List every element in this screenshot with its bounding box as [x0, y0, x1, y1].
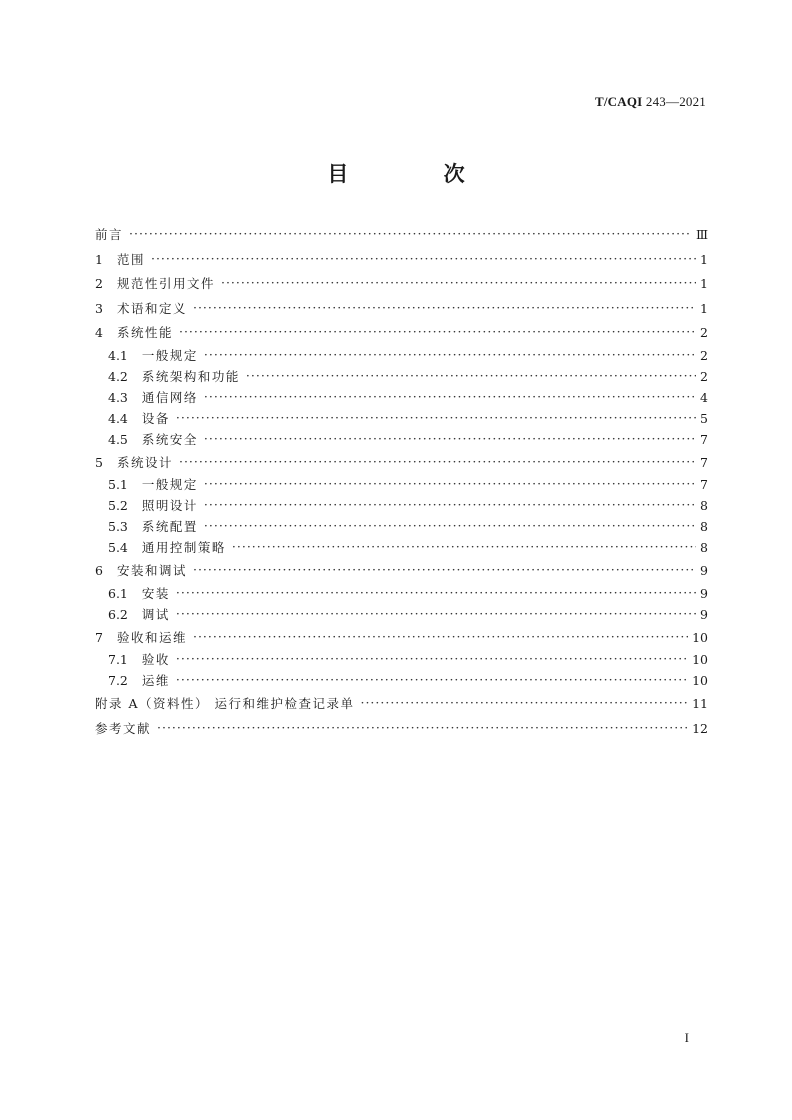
toc-entry[interactable] — [95, 629, 708, 654]
toc-entry-page: 2 — [700, 347, 708, 363]
toc-entry-label: 安装 — [141, 585, 170, 601]
toc-entry[interactable] — [95, 454, 708, 479]
toc-entry-label: 运维 — [141, 673, 170, 688]
toc-entry-page: 2 — [700, 325, 708, 340]
toc-entry-label: 一般规定 — [141, 347, 198, 363]
toc-entry-label: 通用控制策略 — [141, 540, 226, 555]
toc-entry-page: 1 — [700, 276, 708, 291]
toc-entry-page: 7 — [700, 454, 708, 470]
toc-entry-page: 1 — [700, 251, 708, 267]
toc-entry-label: 系统配置 — [141, 519, 198, 534]
toc-dot-leader — [179, 455, 696, 469]
toc-entry-label: 范围 — [116, 251, 145, 267]
toc-entry-label: 设备 — [141, 410, 170, 426]
toc-entry-number: 3 — [95, 300, 103, 316]
toc-entry[interactable] — [95, 349, 708, 370]
toc-dot-leader — [204, 477, 696, 491]
toc-dot-leader — [157, 721, 688, 735]
toc-entry-label: 通信网络 — [141, 389, 198, 405]
toc-entry[interactable] — [95, 541, 708, 562]
toc-entry-label: 照明设计 — [141, 498, 198, 513]
toc-entry[interactable] — [95, 499, 708, 520]
toc-entry[interactable] — [95, 324, 708, 349]
toc-entry[interactable] — [95, 300, 708, 325]
toc-entry-number: 4 — [95, 325, 103, 340]
document-code — [595, 94, 706, 110]
toc-entry-label: 调试 — [141, 606, 170, 622]
toc-entry-number: 7.1 — [108, 652, 128, 667]
toc-entry-number: 4.2 — [108, 368, 128, 384]
toc-dot-leader — [176, 652, 688, 666]
toc-entry[interactable] — [95, 674, 708, 695]
toc-entry-label: 一般规定 — [141, 477, 198, 492]
toc-entry-number: 6 — [95, 563, 103, 578]
toc-dot-leader — [204, 432, 696, 446]
toc-entry-number: 4.4 — [108, 410, 128, 426]
toc-entry[interactable] — [95, 433, 708, 454]
toc-entry-number: 5.1 — [108, 477, 128, 492]
toc-entry-number: 4.3 — [108, 389, 128, 405]
toc-dot-leader — [129, 227, 692, 241]
toc-entry-page: 9 — [700, 563, 708, 578]
toc-dot-leader — [246, 369, 696, 383]
toc-entry-number: 4.1 — [108, 347, 128, 363]
document-code-prefix: T/CAQI — [595, 94, 643, 109]
toc-dot-leader — [193, 630, 688, 644]
toc-dot-leader — [176, 411, 696, 425]
toc-entry-label: 系统设计 — [116, 454, 173, 470]
toc-entry-label: 参考文献 — [95, 720, 152, 736]
toc-dot-leader — [193, 301, 696, 315]
toc-entry-label: 验收 — [141, 652, 170, 667]
toc-entry[interactable] — [95, 478, 708, 499]
toc-entry-page: 9 — [700, 585, 708, 601]
toc-entry-page: 11 — [692, 696, 708, 711]
toc-dot-leader — [204, 498, 696, 512]
toc-entry[interactable] — [95, 412, 708, 433]
toc-entry-number: 5 — [95, 454, 103, 470]
toc-dot-leader — [151, 252, 696, 266]
toc-entry-number: 5.2 — [108, 498, 128, 513]
table-of-contents — [95, 226, 708, 744]
toc-entry[interactable] — [95, 370, 708, 391]
toc-entry-page: 7 — [700, 477, 708, 492]
toc-entry-number: 2 — [95, 276, 103, 291]
toc-entry-label: 系统性能 — [116, 325, 173, 340]
toc-dot-leader — [193, 563, 696, 577]
toc-entry[interactable] — [95, 520, 708, 541]
toc-entry-page: 8 — [700, 540, 708, 555]
toc-entry[interactable] — [95, 226, 708, 251]
toc-entry-number: 4.5 — [108, 431, 128, 447]
toc-entry[interactable] — [95, 695, 708, 720]
toc-entry-number: 1 — [95, 251, 103, 267]
toc-entry-page: 4 — [700, 389, 708, 405]
toc-entry-number: 6.1 — [108, 585, 128, 601]
toc-title: 目 次 — [327, 162, 509, 186]
toc-entry-number: 5.3 — [108, 519, 128, 534]
toc-entry-page: 2 — [700, 368, 708, 384]
toc-dot-leader — [360, 696, 688, 710]
toc-entry[interactable] — [95, 275, 708, 300]
toc-entry-label: 验收和运维 — [116, 629, 187, 645]
toc-entry-label: 安装和调试 — [116, 563, 187, 578]
toc-dot-leader — [176, 673, 688, 687]
toc-dot-leader — [204, 519, 696, 533]
toc-entry-page: Ⅲ — [695, 227, 708, 242]
toc-entry-page: 5 — [700, 410, 708, 426]
toc-entry-number: 7.2 — [108, 673, 128, 688]
toc-entry-page: 10 — [692, 629, 708, 645]
toc-entry-number: 6.2 — [108, 606, 128, 622]
toc-dot-leader — [221, 276, 696, 290]
toc-dot-leader — [232, 540, 696, 554]
toc-dot-leader — [179, 325, 696, 339]
toc-entry[interactable] — [95, 562, 708, 587]
toc-entry-page: 10 — [692, 652, 708, 667]
toc-entry-page: 12 — [692, 720, 708, 736]
toc-dot-leader — [204, 348, 696, 362]
toc-entry-page: 9 — [700, 606, 708, 622]
page-number: I — [684, 1030, 689, 1045]
toc-entry-page: 1 — [700, 300, 708, 316]
toc-entry-label: 规范性引用文件 — [116, 276, 215, 291]
toc-entry-label: 前言 — [95, 227, 124, 242]
toc-entry-number: 7 — [95, 629, 103, 645]
toc-entry-page: 8 — [700, 519, 708, 534]
toc-entry-label: 系统架构和功能 — [141, 368, 240, 384]
toc-entry[interactable] — [95, 391, 708, 412]
toc-entry-number: 5.4 — [108, 540, 128, 555]
toc-entry[interactable] — [95, 587, 708, 608]
toc-entry-label: 系统安全 — [141, 431, 198, 447]
toc-entry-page: 8 — [700, 498, 708, 513]
toc-entry-label: 附录 A（资料性） 运行和维护检查记录单 — [95, 696, 355, 711]
toc-entry[interactable] — [95, 720, 708, 745]
toc-entry[interactable] — [95, 608, 708, 629]
toc-entry-page: 7 — [700, 431, 708, 447]
toc-entry[interactable] — [95, 653, 708, 674]
toc-entry-page: 10 — [692, 673, 708, 688]
toc-entry[interactable] — [95, 251, 708, 276]
toc-dot-leader — [204, 390, 696, 404]
toc-entry-label: 术语和定义 — [116, 300, 187, 316]
toc-dot-leader — [176, 607, 696, 621]
toc-dot-leader — [176, 586, 696, 600]
document-code-number: 243—2021 — [645, 94, 706, 109]
